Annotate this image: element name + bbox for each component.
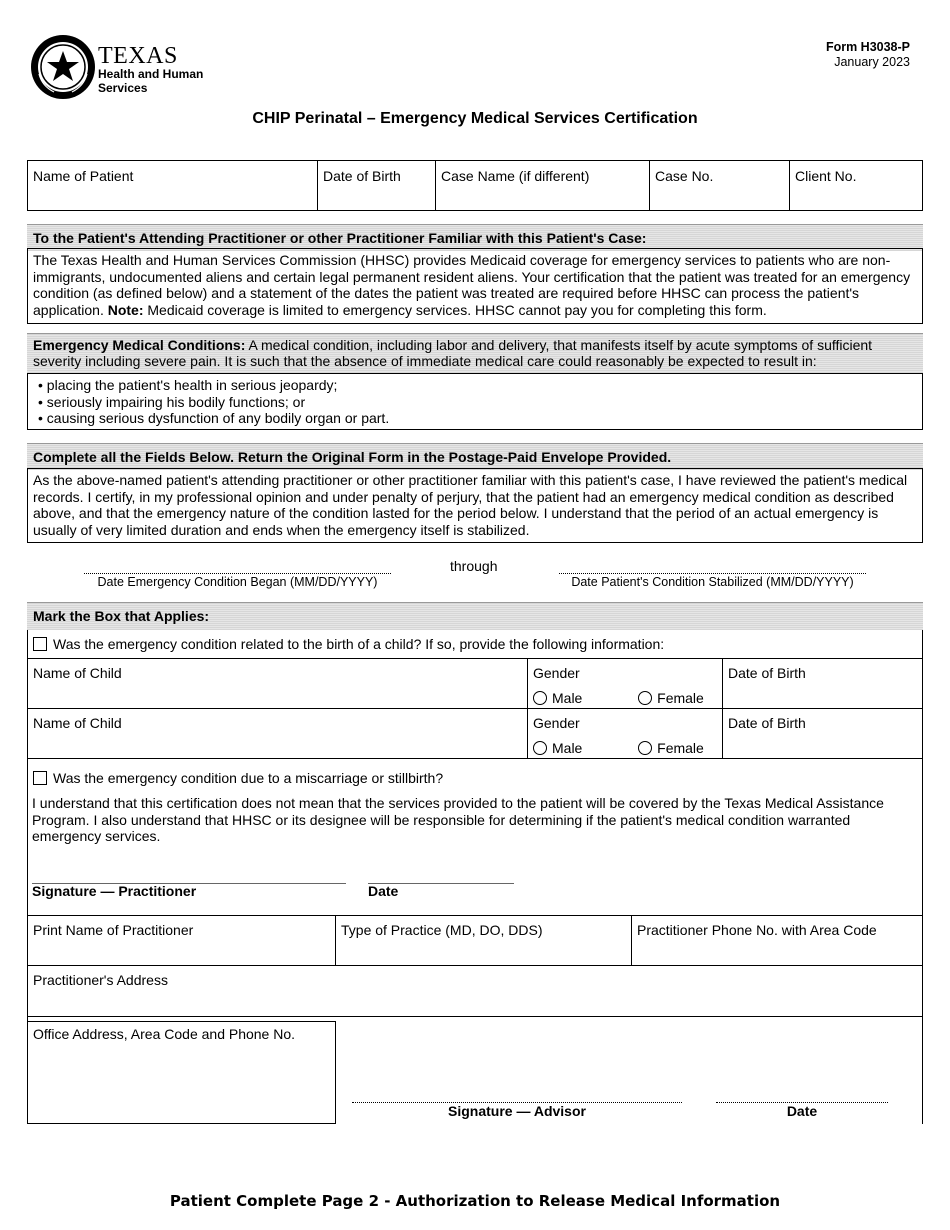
child2-female-label: Female xyxy=(657,740,704,756)
hhsc-intro xyxy=(27,248,923,324)
child1-female-label: Female xyxy=(657,690,704,706)
patient-name-field[interactable] xyxy=(28,161,318,211)
advisor-date-label: Date xyxy=(786,1103,818,1119)
child1-dob-field[interactable] xyxy=(722,658,923,709)
case-name-field[interactable] xyxy=(436,161,650,211)
birth-question xyxy=(33,636,664,652)
practitioner-signature-label: Signature — Practitioner xyxy=(32,883,197,899)
child2-name-field[interactable] xyxy=(27,708,528,759)
date-began-label: Date Emergency Condition Began (MM/DD/YYYY) xyxy=(97,575,378,589)
child2-male-radio[interactable] xyxy=(533,741,547,755)
mark-box-heading: Mark the Box that Applies: xyxy=(27,602,923,630)
child1-female-radio[interactable] xyxy=(638,691,652,705)
office-address-field[interactable] xyxy=(27,1021,336,1124)
date-began-line[interactable] xyxy=(84,573,391,574)
child2-name-label: Name of Child xyxy=(33,715,122,731)
case-no-field[interactable] xyxy=(650,161,790,211)
note-label: Note: xyxy=(107,301,144,318)
case-no-label: Case No. xyxy=(655,168,714,184)
note-text: Medicaid coverage is limited to emergency services. HHSC cannot pay you for completing this form. xyxy=(143,301,767,318)
form-date: January 2023 xyxy=(834,55,910,69)
practitioner-date-label: Date xyxy=(368,883,399,899)
emergency-conditions-text: A medical condition, including labor and delivery, that manifests itself by acute symptoms of sufficient severity including severe pain. It is such that the absence of immediate medical care could reasonably be expected to result in: xyxy=(33,337,873,369)
practitioner-phone-label: Practitioner Phone No. with Area Code xyxy=(637,922,877,938)
miscarriage-question-text: Was the emergency condition due to a miscarriage or stillbirth? xyxy=(53,770,444,786)
org-subname-2: Services xyxy=(98,81,148,95)
child1-male-label: Male xyxy=(552,690,583,706)
date-stabilized-line[interactable] xyxy=(559,573,866,574)
form-number: Form H3038-P xyxy=(825,40,910,54)
conditions-list xyxy=(27,373,923,430)
hhsc-intro-text: The Texas Health and Human Services Commission (HHSC) provides Medicaid coverage for emergency services to patients who are non-immigrants, undocumented aliens and certain legal permanent resident aliens. Your certification that the patient was treated for an emergency condition (as defined below) and a statement of the dates the patient was treated are required before HHSC can process the patient's application. xyxy=(33,252,911,318)
child1-male-radio[interactable] xyxy=(533,691,547,705)
through-label: through xyxy=(450,558,498,574)
org-subname-1: Health and Human xyxy=(98,67,204,81)
list-item: • placing the patient's health in serious jeopardy; xyxy=(38,377,338,393)
understanding-text: I understand that this certification does not mean that the services provided to the patient will be covered by the Texas Medical Assistance Program. I also understand that HHSC or its designee will be responsible for determining if the patient's medical condition warranted emergency services. xyxy=(32,795,884,844)
print-name-label: Print Name of Practitioner xyxy=(33,922,194,938)
client-no-label: Client No. xyxy=(795,168,857,184)
child1-gender-label: Gender xyxy=(533,665,580,681)
birth-checkbox[interactable] xyxy=(33,637,47,651)
practitioner-address-field[interactable] xyxy=(27,965,923,1017)
child2-gender-label: Gender xyxy=(533,715,580,731)
child2-male-label: Male xyxy=(552,740,583,756)
child2-female-radio[interactable] xyxy=(638,741,652,755)
birth-question-text: Was the emergency condition related to the birth of a child? If so, provide the following information: xyxy=(53,636,665,652)
child2-dob-label: Date of Birth xyxy=(728,715,806,731)
child1-dob-label: Date of Birth xyxy=(728,665,806,681)
type-practice-label: Type of Practice (MD, DO, DDS) xyxy=(341,922,543,938)
child1-gender xyxy=(527,658,723,709)
patient-dob-label: Date of Birth xyxy=(323,168,401,184)
date-stabilized-label: Date Patient's Condition Stabilized (MM/DD/YYYY) xyxy=(571,575,854,589)
type-practice-field[interactable] xyxy=(335,915,632,966)
page-title: CHIP Perinatal – Emergency Medical Services Certification xyxy=(252,110,698,127)
child1-name-field[interactable] xyxy=(27,658,528,709)
emergency-conditions-heading xyxy=(27,333,923,373)
form-id xyxy=(826,40,910,70)
child1-name-label: Name of Child xyxy=(33,665,122,681)
practitioner-address-label: Practitioner's Address xyxy=(33,972,168,988)
advisor-signature-label: Signature — Advisor xyxy=(448,1103,586,1119)
complete-fields-heading: Complete all the Fields Below. Return the Original Form in the Postage-Paid Envelope Provided. xyxy=(27,443,923,470)
certification-text: As the above-named patient's attending practitioner or other practitioner familiar with this patient's case, I have reviewed the patient's medical records. I certify, in my professional opinion and under penalty of perjury, that the patient had an emergency medical condition as described above, and that the emergency nature of the condition lasted for the period below. I understand that the period of an actual emergency is usually of very limited duration and ends when the emergency itself is stabilized. xyxy=(27,468,923,543)
patient-dob-field[interactable] xyxy=(318,161,436,211)
client-no-field[interactable] xyxy=(790,161,923,211)
miscarriage-question xyxy=(33,770,443,786)
org-name: TEXAS xyxy=(98,43,178,69)
patient-info-table xyxy=(27,160,923,211)
office-address-label: Office Address, Area Code and Phone No. xyxy=(33,1026,296,1042)
list-item: • seriously impairing his bodily functions; or xyxy=(38,393,306,410)
list-item: • causing serious dysfunction of any bodily organ or part. xyxy=(38,410,390,426)
emergency-conditions-label: Emergency Medical Conditions: xyxy=(33,337,246,353)
footer-note: Patient Complete Page 2 - Authorization to Release Medical Information xyxy=(169,1192,781,1210)
patient-name-label: Name of Patient xyxy=(33,168,134,184)
miscarriage-checkbox[interactable] xyxy=(33,771,47,785)
practitioner-heading: To the Patient's Attending Practitioner or other Practitioner Familiar with this Patient's Case: xyxy=(27,224,923,251)
case-name-label: Case Name (if different) xyxy=(441,168,590,184)
print-name-field[interactable] xyxy=(27,915,336,966)
practitioner-phone-field[interactable] xyxy=(631,915,923,966)
texas-seal-icon xyxy=(30,34,96,100)
child2-gender xyxy=(527,708,723,759)
child2-dob-field[interactable] xyxy=(722,708,923,759)
texas-hhs-logo xyxy=(30,34,96,103)
